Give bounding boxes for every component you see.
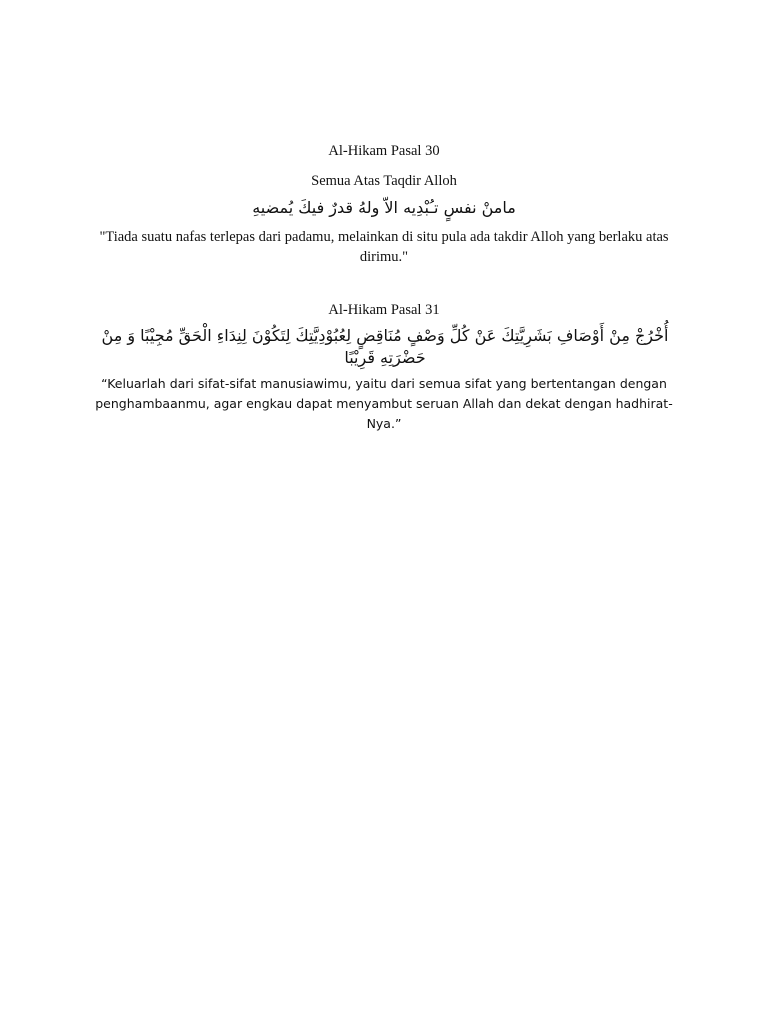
pasal-30-subtitle: Semua Atas Taqdir Alloh: [311, 173, 457, 189]
pasal-30-translation: "Tiada suatu nafas terlepas dari padamu, melainkan di situ pula ada takdir Alloh yang berlaku atas dirimu.": [99, 229, 669, 265]
pasal-31-arabic-text: أُخْرُجْ مِنْ أَوْصَافِ بَشَرِيَّتِكَ عَنْ كُلِّ وَصْفٍ مُنَاقِضٍ لِعُبُوْدِيَّتِكَ لِتَكُوْنَ لِنِدَاءِ الْحَقِّ مُجِيْبًا وَ مِنْ حَضْرَتِهِ قَرِيْبًا: [101, 326, 669, 367]
pasal-30-arabic-text: مامنْ نفسٍ تـُبْدِيه الاّ ولهُ قدرٌ فيكَ يُمضيهِ: [252, 198, 516, 217]
pasal-31-title: Al-Hikam Pasal 31: [328, 302, 440, 318]
pasal-30-title: Al-Hikam Pasal 30: [328, 143, 440, 159]
pasal-31-translation: “Keluarlah dari sifat-sifat manusiawimu, yaitu dari semua sifat yang bertentangan dengan penghambaanmu, agar engkau dapat menyambut seruan Allah dan dekat dengan hadhirat-Nya.”: [95, 376, 673, 431]
